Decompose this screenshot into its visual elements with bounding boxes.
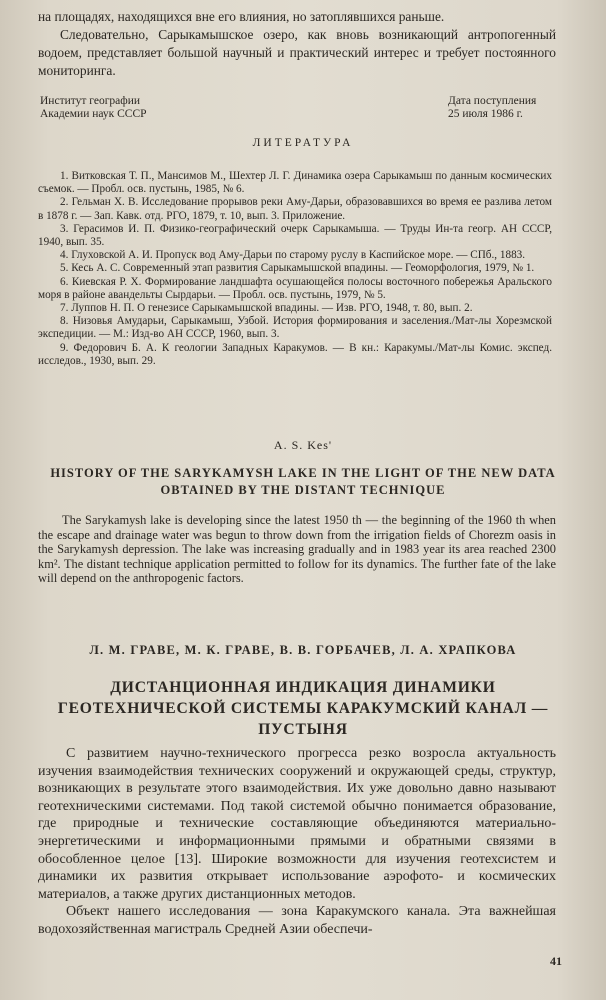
- institute-line-1: Институт географии: [40, 95, 141, 107]
- article-paragraph: С развитием научно-технического прогресса резко возросла актуальность изучения взаимодействия технических сооружений и окружающей среды, структур, возникающих в результате этого взаимодействия. Их уже довольно давно называют геотехническими системами. Под такой системой обычно понимается образование, где природные и технические составляющие объединяются материально-энергетическими и информационными прямыми и обратными связями в обособленное целое [13]. Широкие возможности для изучения геотехсистем и динамики их развития открывает использование аэрофото- и космических материалов, а также других дистанционных методов.: [38, 746, 556, 902]
- reference-item: 9. Федорович Б. А. К геологии Западных Каракумов. — В кн.: Каракумы./Мат-лы Комис. экспед. исследов., 1930, вып. 29.: [38, 341, 552, 367]
- reference-item: 8. Низовья Амударьи, Сарыкамыш, Узбой. История формирования и заселения./Мат-лы Хорезмской экспедиции. — М.: Изд-во АН СССР, 1960, вып. 3.: [38, 315, 552, 341]
- english-title-line-2: OBTAINED BY THE DISTANT TECHNIQUE: [160, 483, 446, 497]
- reference-item: 6. Киевская Р. Х. Формирование ландшафта осушающейся полосы восточного побережья Аральского моря в районе авандельты Сырдарьи. — Пробл. осв. пустынь, 1979, № 5.: [38, 275, 552, 301]
- reference-item: 3. Герасимов И. П. Физико-географический очерк Сарыкамыша. — Труды Ин-та геогр. АН СССР, 1940, вып. 35.: [38, 222, 552, 249]
- reference-item: 1. Витковская Т. П., Мансимов М., Шехтер Л. Г. Динамика озера Сарыкамыш по данным космических съемок. — Пробл. осв. пустынь, 1985, № 6.: [38, 170, 552, 196]
- reference-list: [38, 170, 552, 368]
- received-line-2: 25 июля 1986 г.: [448, 108, 523, 120]
- reference-item: 2. Гельман Х. В. Исследование прорывов реки Аму-Дарьи, образовавшихся во время ее разлива летом в 1878 г. — Зап. Кавк. отд. РГО, 1879, т. 10, вып. 3. Приложение.: [38, 196, 552, 222]
- conclusion-paragraph: Следовательно, Сарыкамышское озеро, как вновь возникающий антропогенный водоем, представляет большой научный и практический интерес и требует постоянного мониторинга.: [38, 27, 556, 78]
- article-body: [38, 745, 556, 939]
- reference-item: 4. Глуховской А. И. Пропуск вод Аму-Дарьи по старому руслу в Каспийское море. — СПб., 1883.: [60, 249, 526, 262]
- english-title: [20, 465, 586, 499]
- article-title-line-3: ПУСТЫНЯ: [258, 721, 348, 738]
- english-author: A. S. Kes': [273, 438, 333, 452]
- reference-item: 5. Кесь А. С. Современный этап развития Сарыкамышской впадины. — Геоморфология, 1979, № 1.: [60, 262, 535, 275]
- article-title-line-1: ДИСТАНЦИОННАЯ ИНДИКАЦИЯ ДИНАМИКИ: [110, 679, 496, 696]
- literature-heading: ЛИТЕРАТУРА: [252, 137, 354, 149]
- article-authors: Л. М. ГРАВЕ, М. К. ГРАВЕ, В. В. ГОРБАЧЕВ, Л. А. ХРАПКОВА: [89, 643, 517, 657]
- institute-signature: [40, 95, 147, 121]
- article-paragraph: Объект нашего исследования — зона Каракумского канала. Эта важнейшая водохозяйственная магистраль Средней Азии обеспечи-: [38, 904, 556, 937]
- article-title-line-2: ГЕОТЕХНИЧЕСКОЙ СИСТЕМЫ КАРАКУМСКИЙ КАНАЛ —: [57, 700, 549, 717]
- continued-line: на площадях, находящихся вне его влияния, но затоплявшихся раньше.: [38, 9, 445, 24]
- reference-item: 7. Луппов Н. П. О генезисе Сарыкамышской впадины. — Изв. РГО, 1948, т. 80, вып. 2.: [60, 302, 473, 315]
- received-line-1: Дата поступления: [448, 95, 537, 107]
- received-date: [448, 95, 536, 121]
- page-number: 41: [550, 954, 562, 968]
- article-title: [30, 677, 576, 740]
- english-abstract: The Sarykamysh lake is developing since the latest 1950 th — the beginning of the 1960 th when the escape and drainage water was begun to throw down from the irrigation fields of Chorezm oasis in the Sarykamysh depression. The lake was increasing gradually and in 1983 year its area reached 2300 km². The distant technique application permitted to follow for its dynamics. The further fate of the lake will depend on the anthropogenic factors.: [38, 513, 556, 586]
- institute-line-2: Академии наук СССР: [40, 108, 147, 120]
- english-title-line-1: HISTORY OF THE SARYKAMYSH LAKE IN THE LIGHT OF THE NEW DATA: [50, 466, 556, 480]
